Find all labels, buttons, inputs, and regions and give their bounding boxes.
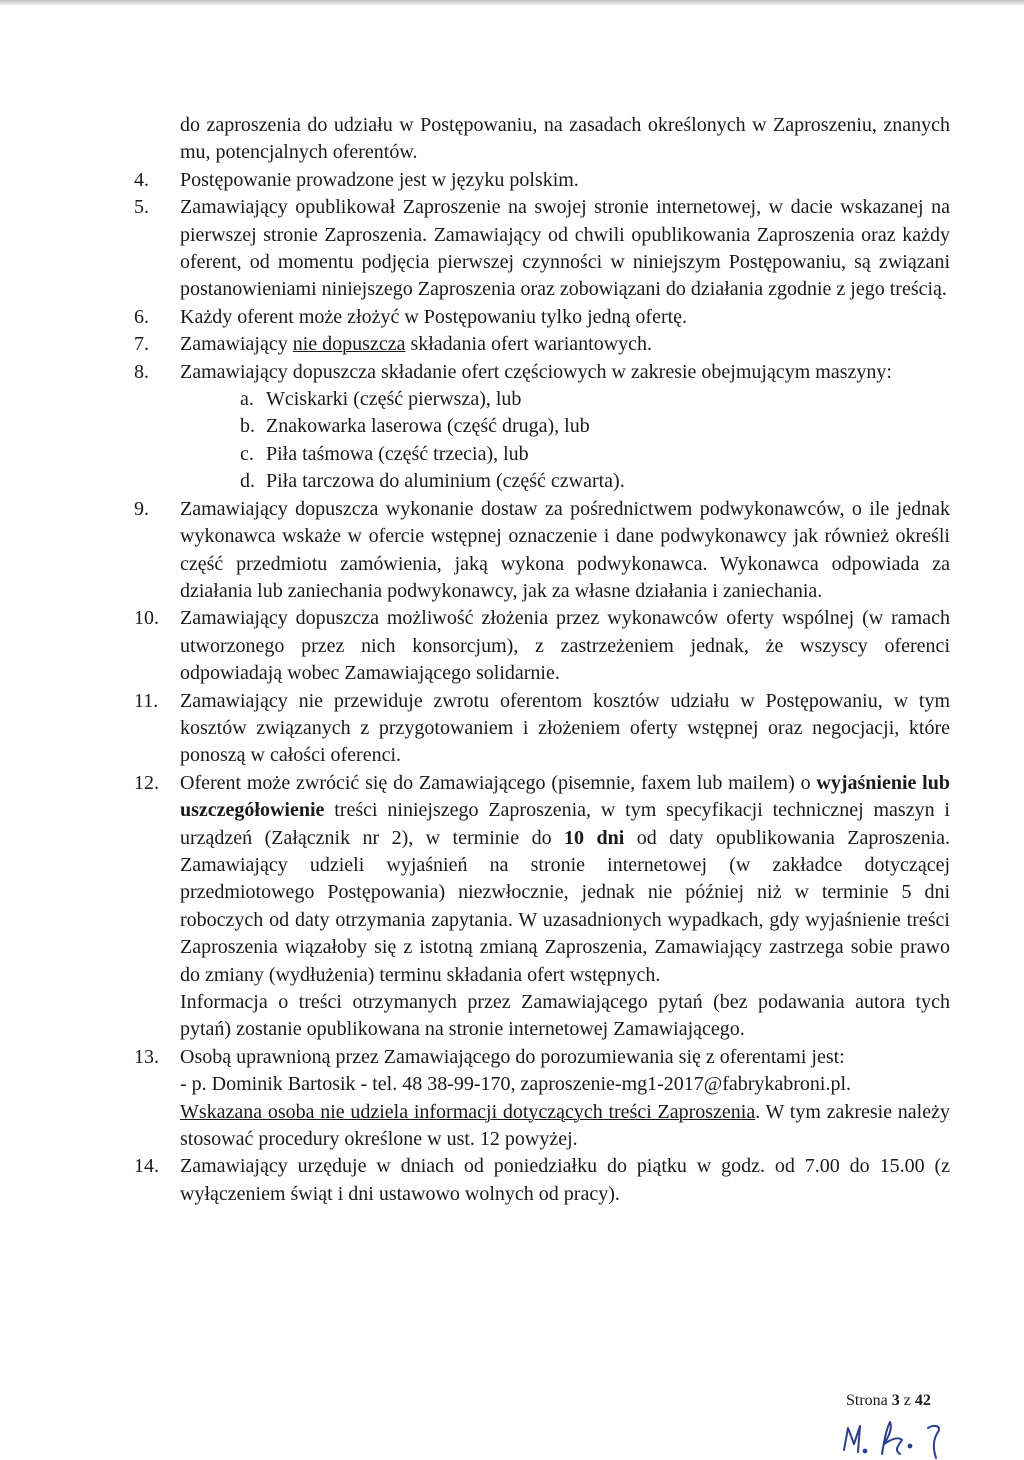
item-number: 12. — [134, 771, 159, 794]
intro-paragraph: do zaproszenia do udziału w Postępowaniu, na zasadach określonych w Zaproszeniu, znanych mu, potencjalnych oferentów. — [180, 114, 950, 164]
item-lead: Zamawiający dopuszcza składanie ofert częściowych w zakresie obejmującym maszyny: — [180, 360, 892, 383]
page-label: Strona — [846, 1392, 888, 1409]
sub-letter: d. — [240, 470, 255, 493]
sub-text: Wciskarki (część pierwsza), lub — [266, 388, 522, 411]
item-lead: Osobą uprawnioną przez Zamawiającego do porozumiewania się z oferentami jest: — [180, 1045, 845, 1068]
sub-item-c — [240, 441, 950, 468]
item-text-post: składania ofert wariantowych. — [405, 333, 653, 356]
list-item-7 — [134, 331, 950, 358]
sub-text: Piła taśmowa (część trzecia), lub — [266, 442, 529, 465]
list-item-14 — [134, 1153, 950, 1208]
sub-letter: b. — [240, 415, 255, 438]
text-run: Oferent może zwrócić się do Zamawiającego (pisemnie, faxem lub mailem) o — [180, 771, 817, 794]
list-item-10 — [134, 605, 950, 687]
bold-deadline: 10 dni — [564, 826, 625, 849]
list-item-13 — [134, 1044, 950, 1154]
handwritten-signature — [838, 1418, 988, 1460]
sub-text: Piła tarczowa do aluminium (część czwarta). — [266, 470, 625, 493]
item-text — [180, 359, 950, 496]
list-item-11 — [134, 688, 950, 770]
list-item-8 — [134, 359, 950, 496]
contact-line: - p. Dominik Bartosik - tel. 48 38-99-170, zaproszenie-mg1-2017@fabrykabroni.pl. — [180, 1073, 852, 1096]
sub-item-b — [240, 413, 950, 440]
item-number: 6. — [134, 305, 149, 328]
item-text: Zamawiający dopuszcza możliwość złożenia przez wykonawców oferty wspólnej (w ramach utworzonego przez nich konsorcjum), z zastrzeżeniem jednak, że wszyscy oferenci odpowiadają wobec Zamawiającego solidarnie. — [180, 607, 950, 685]
underlined-phrase: Wskazana osoba nie udziela informacji dotyczących treści Zaproszenia — [180, 1100, 756, 1123]
sub-letter: a. — [240, 388, 254, 411]
item-number: 8. — [134, 360, 149, 383]
item-text: Postępowanie prowadzone jest w języku polskim. — [180, 168, 579, 191]
page-separator: z — [903, 1392, 911, 1409]
item-number: 11. — [134, 689, 159, 712]
item-text-pre: Zamawiający — [180, 333, 293, 356]
list-item-4 — [134, 167, 950, 194]
item-text — [180, 331, 950, 358]
item-number: 14. — [134, 1155, 159, 1178]
item-number: 9. — [134, 497, 149, 520]
list-item-9 — [134, 496, 950, 606]
list-item-6 — [134, 304, 950, 331]
page-total: 42 — [914, 1392, 931, 1409]
item-number: 10. — [134, 607, 159, 630]
item-number: 5. — [134, 196, 149, 219]
underlined-phrase: nie dopuszcza — [292, 333, 406, 356]
page-footer — [846, 1391, 931, 1411]
item-note — [180, 1099, 950, 1154]
document-body — [134, 112, 950, 1208]
text-run: . W tym zakresie należy stosować procedury określone w ust. 12 powyżej. — [180, 1100, 950, 1151]
sub-letter: c. — [240, 442, 254, 465]
item-text: Zamawiający dopuszcza wykonanie dostaw za pośrednictwem podwykonawców, o ile jednak wykonawca wskaże w ofercie wstępnej oznaczenie i dane podwykonawcy jak również określi część przedmiotu zamówienia, jaką wykona podwykonawca. Wykonawca odpowiada za działania lub zaniechania podwykonawcy, jak za własne działania i zaniechania. — [180, 497, 950, 602]
item-text: Zamawiający opublikował Zaproszenie na swojej stronie internetowej, w dacie wskazanej na pierwszej stronie Zaproszenia. Zamawiający od chwili opublikowania Zaproszenia oraz każdy oferent, od momentu podjęcia pierwszej czynności w niniejszym Postępowaniu, są związani postanowieniami niniejszego Zaproszenia oraz zobowiązani do działania zgodnie z jego treścią. — [180, 196, 950, 301]
item-text: Zamawiający nie przewiduje zwrotu oferentom kosztów udziału w Postępowaniu, w tym kosztów związanych z przygotowaniem i złożeniem oferty wstępnej oraz negocjacji, które ponoszą w całości oferenci. — [180, 689, 950, 767]
sub-text: Znakowarka laserowa (część druga), lub — [266, 415, 590, 438]
item-number: 7. — [134, 333, 149, 356]
item-text — [180, 1044, 950, 1154]
scan-edge — [0, 0, 1024, 6]
list-item-5 — [134, 194, 950, 304]
list-item-12 — [134, 770, 950, 1044]
sub-item-a — [240, 386, 950, 413]
page-number: 3 — [891, 1392, 900, 1409]
item-text: Zamawiający urzęduje w dniach od poniedziałku do piątku w godz. od 7.00 do 15.00 (z wyłączeniem świąt i dni ustawowo wolnych od pracy). — [180, 1155, 950, 1205]
sub-item-d — [240, 468, 950, 495]
text-run: treści niniejszego Zaproszenia, w tym specyfikacji technicznej maszyn i urządzeń (Załącznik nr 2), w terminie do — [180, 799, 950, 849]
item-text: Każdy oferent może złożyć w Postępowaniu tylko jedną ofertę. — [180, 305, 688, 328]
item-paragraph-2: Informacja o treści otrzymanych przez Zamawiającego pytań (bez podawania autora tych pytań) zostanie opublikowana na stronie internetowej Zamawiającego. — [180, 991, 950, 1041]
bold-phrase: wyjaśnienie lub uszczegółowienie — [180, 771, 950, 822]
text-run: od daty opublikowania Zaproszenia. Zamawiający udzieli wyjaśnień na stronie internetowej (w zakładce dotyczącej przedmiotowego Postępowania) niezwłocznie, jednak nie później niż w terminie 5 dni roboczych od daty otrzymania zapytania. W uzasadnionych wypadkach, gdy wyjaśnienie treści Zaproszenia wiązałoby się z istotną zmianą Zaproszenia, Zamawiający zastrzega sobie prawo do zmiany (wydłużenia) terminu składania ofert wstępnych. — [180, 826, 950, 986]
item-number: 13. — [134, 1045, 159, 1068]
item-number: 4. — [134, 168, 149, 191]
item-text — [180, 770, 950, 1044]
item-paragraph-1 — [180, 770, 950, 989]
